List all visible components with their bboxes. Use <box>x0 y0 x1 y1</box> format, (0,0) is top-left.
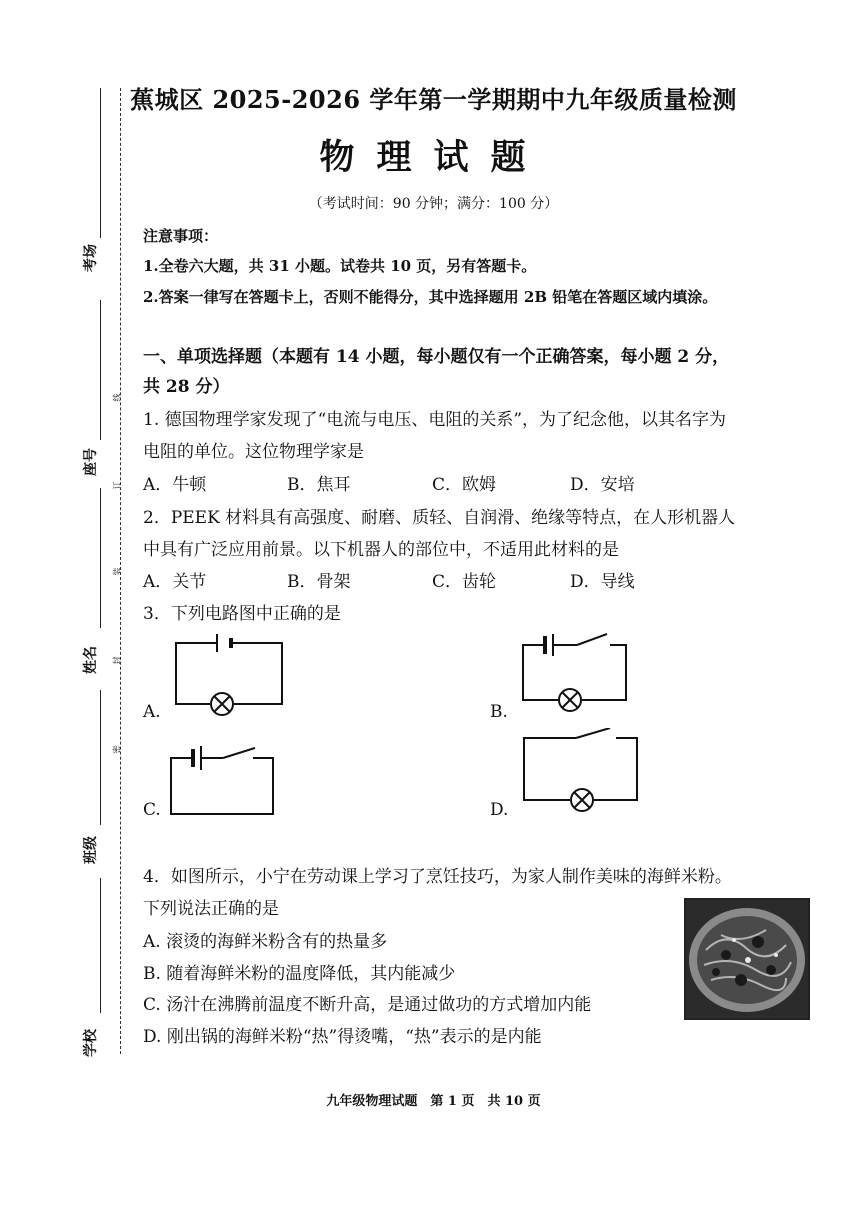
cut-mark-xian: 线 <box>112 393 122 402</box>
q4-option-b: B. 随着海鲜米粉的温度降低，其内能减少 <box>143 964 456 984</box>
seafood-noodles-photo <box>684 898 810 1020</box>
q3-option-a-label: A. <box>143 702 161 722</box>
q2-option-d: D．导线 <box>570 572 635 592</box>
q1-option-d: D．安培 <box>570 475 635 495</box>
question-1-line1: 1. 德国物理学家发现了“电流与电压、电阻的关系”，为了纪念他，以其名字为 <box>143 410 727 430</box>
q4-option-a: A. 滚烫的海鲜米粉含有的热量多 <box>143 932 388 952</box>
q2-option-b: B．骨架 <box>287 572 351 592</box>
margin-line-class <box>100 690 101 825</box>
margin-label-seat: 座号 <box>83 448 99 476</box>
margin-label-exam-room: 考场 <box>83 244 99 272</box>
subject-title: 物理试题 <box>319 137 548 178</box>
circuit-c-diagram <box>165 740 280 820</box>
circuit-d-diagram <box>518 728 643 818</box>
section-heading-line2: 共 28 分） <box>143 377 230 397</box>
q1-option-c: C．欧姆 <box>432 475 497 495</box>
note-item-1: 1.全卷六大题，共 31 小题。试卷共 10 页，另有答题卡。 <box>143 257 537 275</box>
question-4-line1: 4．如图所示，小宁在劳动课上学习了烹饪技巧，为家人制作美味的海鲜米粉。 <box>143 867 732 887</box>
margin-line-seat <box>100 300 101 440</box>
q3-option-d-label: D. <box>490 800 509 820</box>
cut-mark-feng: 封 <box>112 656 122 665</box>
question-2-line1: 2．PEEK 材料具有高强度、耐磨、质轻、自润滑、绝缘等特点，在人形机器人 <box>143 508 736 528</box>
page-footer: 九年级物理试题 第 1 页 共 10 页 <box>326 1094 541 1109</box>
question-3-line1: 3．下列电路图中正确的是 <box>143 604 341 624</box>
circuit-a-diagram <box>168 630 290 720</box>
exam-title: 蕉城区 2025-2026 学年第一学期期中九年级质量检测 <box>130 85 737 114</box>
exam-duration: （考试时间：90 分钟；满分：100 分） <box>308 196 559 212</box>
margin-label-name: 姓名 <box>83 646 99 674</box>
q2-option-a: A．关节 <box>143 572 207 592</box>
question-2-line2: 中具有广泛应用前景。以下机器人的部位中，不适用此材料的是 <box>143 540 619 560</box>
margin-label-school: 学校 <box>83 1029 99 1057</box>
margin-line-school <box>100 878 101 1013</box>
cut-mark-mi: 密 <box>112 745 122 754</box>
q2-option-c: C．齿轮 <box>432 572 497 592</box>
question-1-line2: 电阻的单位。这位物理学家是 <box>143 442 364 462</box>
q1-option-a: A．牛顿 <box>143 475 207 495</box>
section-heading-line1: 一、单项选择题（本题有 14 小题，每小题仅有一个正确答案，每小题 2 分， <box>143 347 730 367</box>
margin-label-class: 班级 <box>83 836 99 864</box>
circuit-b-diagram <box>515 630 635 720</box>
q1-option-b: B．焦耳 <box>287 475 351 495</box>
cut-mark-ding: 订 <box>112 481 122 490</box>
margin-line-name <box>100 488 101 628</box>
q4-option-d: D. 刚出锅的海鲜米粉“热”得烫嘴，“热”表示的是内能 <box>143 1027 542 1047</box>
section-heading <box>143 342 803 402</box>
q3-option-c-label: C. <box>143 800 161 820</box>
note-item-2: 2.答案一律写在答题卡上，否则不能得分，其中选择题用 2B 铅笔在答题区域内填涂。 <box>143 288 718 306</box>
q4-option-c: C. 汤汁在沸腾前温度不断升高，是通过做功的方式增加内能 <box>143 995 592 1015</box>
question-4-line2: 下列说法正确的是 <box>143 899 279 919</box>
cut-mark-zhuang: 装 <box>112 567 122 576</box>
q3-option-b-label: B. <box>490 702 508 722</box>
notes-heading: 注意事项： <box>143 227 219 245</box>
